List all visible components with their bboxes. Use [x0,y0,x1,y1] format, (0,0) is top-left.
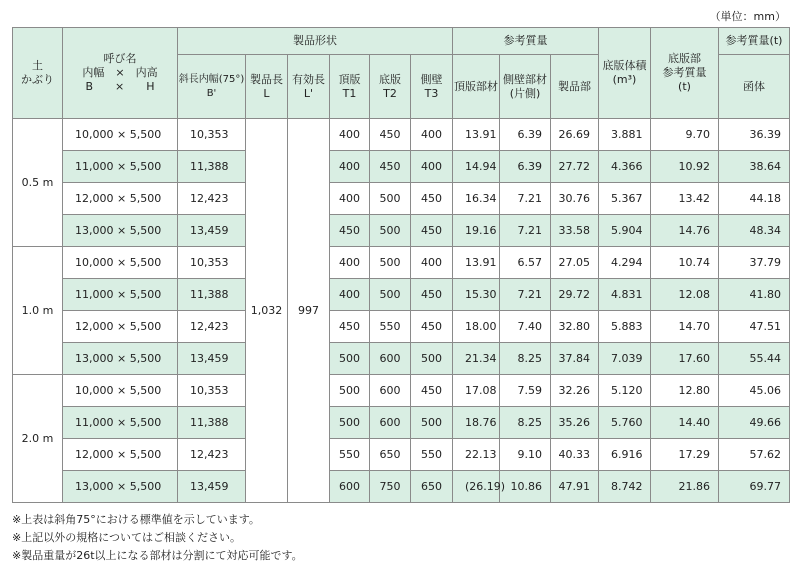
cell-top-member: 15.30 [453,279,500,311]
cell-top-member: 22.13 [453,439,500,471]
cell-bottom-ref-mass: 13.42 [651,183,719,215]
cell-bottom-slab: 600 [370,375,411,407]
cell-culvert-mass: 45.06 [719,375,790,407]
cell-bottom-slab: 500 [370,247,411,279]
table-row [13,407,790,439]
cell-bottom-volume: 5.120 [599,375,651,407]
cell-slant-width: 10,353 [178,119,246,151]
table-row [13,439,790,471]
table-row [13,151,790,183]
cell-bottom-ref-mass: 14.40 [651,407,719,439]
cell-culvert-mass: 49.66 [719,407,790,439]
cell-nominal: 10,000 × 5,500 [63,375,178,407]
cell-side-wall: 400 [411,119,453,151]
cell-bottom-volume: 5.904 [599,215,651,247]
header-effective-length: 有効長 L' [288,55,330,119]
cell-bottom-slab: 600 [370,407,411,439]
cell-top-slab: 500 [330,375,370,407]
cell-bottom-volume: 4.294 [599,247,651,279]
header-side-wall: 側壁 T3 [411,55,453,119]
cell-top-slab: 450 [330,311,370,343]
cell-culvert-mass: 55.44 [719,343,790,375]
cell-top-member: 13.91 [453,119,500,151]
cell-bottom-ref-mass: 9.70 [651,119,719,151]
cell-top-member: 21.34 [453,343,500,375]
cell-product-part: 47.91 [551,471,599,503]
note: ※上記以外の規格についてはご相談ください。 [12,531,241,544]
header-bottom-ref-mass: 底版部 参考質量 (t) [651,28,719,119]
cell-slant-width: 13,459 [178,471,246,503]
cell-product-part: 29.72 [551,279,599,311]
cell-top-member: 17.08 [453,375,500,407]
header-bottom-volume: 底版体積 (m³) [599,28,651,119]
cell-bottom-slab: 500 [370,183,411,215]
cell-culvert-mass: 69.77 [719,471,790,503]
cell-product-part: 32.80 [551,311,599,343]
cell-bottom-ref-mass: 12.08 [651,279,719,311]
cell-nominal: 11,000 × 5,500 [63,151,178,183]
cell-top-slab: 400 [330,279,370,311]
cell-bottom-slab: 500 [370,279,411,311]
cell-effective-length: 997 [288,119,330,503]
table-row [13,247,790,279]
cell-bottom-slab: 450 [370,119,411,151]
cell-wall-member: 7.21 [500,279,551,311]
cell-bottom-slab: 550 [370,311,411,343]
cell-nominal: 13,000 × 5,500 [63,215,178,247]
cell-top-slab: 600 [330,471,370,503]
cell-culvert-mass: 38.64 [719,151,790,183]
cell-slant-width: 12,423 [178,311,246,343]
cell-side-wall: 450 [411,215,453,247]
cell-wall-member: 8.25 [500,407,551,439]
cell-bottom-volume: 3.881 [599,119,651,151]
cell-culvert-mass: 47.51 [719,311,790,343]
cell-nominal: 10,000 × 5,500 [63,119,178,151]
cell-top-slab: 400 [330,119,370,151]
cell-culvert-mass: 48.34 [719,215,790,247]
cell-side-wall: 500 [411,343,453,375]
header-product-part: 製品部 [551,55,599,119]
table-row [13,183,790,215]
cell-top-member: 14.94 [453,151,500,183]
cell-culvert-mass: 37.79 [719,247,790,279]
cell-top-member: 16.34 [453,183,500,215]
note: ※上表は斜角75°における標準値を示しています。 [12,513,260,526]
table-row [13,311,790,343]
cell-top-slab: 500 [330,343,370,375]
cell-top-slab: 400 [330,183,370,215]
cell-product-part: 40.33 [551,439,599,471]
cell-wall-member: 6.39 [500,151,551,183]
cell-product-part: 27.72 [551,151,599,183]
cell-bottom-ref-mass: 14.76 [651,215,719,247]
cell-side-wall: 400 [411,247,453,279]
cell-slant-width: 13,459 [178,343,246,375]
cell-wall-member: 6.39 [500,119,551,151]
cell-slant-width: 11,388 [178,279,246,311]
cell-culvert-mass: 44.18 [719,183,790,215]
cell-bottom-ref-mass: 14.70 [651,311,719,343]
table-row [13,215,790,247]
cell-bottom-volume: 4.831 [599,279,651,311]
note: ※製品重量が26t以上になる部材は分割にて対応可能です。 [12,549,303,562]
cell-product-part: 30.76 [551,183,599,215]
cell-bottom-ref-mass: 17.29 [651,439,719,471]
header-culvert: 函体 [719,55,790,119]
cell-slant-width: 10,353 [178,247,246,279]
notes [12,511,303,565]
cell-nominal: 13,000 × 5,500 [63,343,178,375]
unit-note: （単位：mm） [709,10,786,23]
cell-slant-width: 12,423 [178,439,246,471]
header-ref-mass-t: 参考質量(t) [719,28,790,55]
cell-top-slab: 400 [330,151,370,183]
cell-product-part: 33.58 [551,215,599,247]
cell-wall-member: 8.25 [500,343,551,375]
cell-product-part: 32.26 [551,375,599,407]
table-row [13,279,790,311]
cell-bottom-volume: 7.039 [599,343,651,375]
cell-bottom-slab: 750 [370,471,411,503]
cell-side-wall: 450 [411,279,453,311]
cell-wall-member: 10.86 [500,471,551,503]
cell-top-slab: 500 [330,407,370,439]
cell-product-length: 1,032 [246,119,288,503]
cell-wall-member: 6.57 [500,247,551,279]
cell-side-wall: 450 [411,183,453,215]
cell-slant-width: 11,388 [178,151,246,183]
header-top-member: 頂版部材 [453,55,500,119]
cell-wall-member: 7.21 [500,215,551,247]
cell-soil-cover: 2.0 m [13,375,63,503]
cell-bottom-slab: 600 [370,343,411,375]
table-row [13,375,790,407]
cell-product-part: 27.05 [551,247,599,279]
cell-bottom-volume: 5.760 [599,407,651,439]
header-nominal: 呼び名 内幅 × 内高 B × H [63,28,178,119]
cell-nominal: 10,000 × 5,500 [63,247,178,279]
header-bottom-slab: 底版 T2 [370,55,411,119]
cell-bottom-slab: 500 [370,215,411,247]
cell-nominal: 11,000 × 5,500 [63,407,178,439]
cell-product-part: 26.69 [551,119,599,151]
table-body [13,119,790,503]
cell-top-member: 18.76 [453,407,500,439]
cell-bottom-volume: 8.742 [599,471,651,503]
header-product-length: 製品長 L [246,55,288,119]
table-header [13,28,790,119]
cell-bottom-volume: 5.367 [599,183,651,215]
cell-slant-width: 12,423 [178,183,246,215]
cell-wall-member: 7.40 [500,311,551,343]
cell-nominal: 11,000 × 5,500 [63,279,178,311]
cell-culvert-mass: 36.39 [719,119,790,151]
table-row [13,471,790,503]
cell-bottom-slab: 650 [370,439,411,471]
cell-top-member: 19.16 [453,215,500,247]
header-slant-width: 斜長内幅(75°) B' [178,55,246,119]
cell-wall-member: 7.21 [500,183,551,215]
cell-side-wall: 550 [411,439,453,471]
cell-side-wall: 650 [411,471,453,503]
header-soil-cover: 土 かぶり [13,28,63,119]
cell-top-member: 18.00 [453,311,500,343]
cell-bottom-slab: 450 [370,151,411,183]
cell-soil-cover: 1.0 m [13,247,63,375]
spec-table [12,27,790,503]
cell-top-slab: 400 [330,247,370,279]
table-row [13,119,790,151]
cell-slant-width: 13,459 [178,215,246,247]
cell-top-member: (26.19) [453,471,500,503]
cell-bottom-volume: 6.916 [599,439,651,471]
cell-nominal: 12,000 × 5,500 [63,439,178,471]
header-top-slab: 頂版 T1 [330,55,370,119]
header-product-shape: 製品形状 [178,28,453,55]
cell-product-part: 35.26 [551,407,599,439]
cell-nominal: 13,000 × 5,500 [63,471,178,503]
cell-soil-cover: 0.5 m [13,119,63,247]
cell-top-slab: 450 [330,215,370,247]
header-ref-mass: 参考質量 [453,28,599,55]
cell-side-wall: 400 [411,151,453,183]
cell-wall-member: 9.10 [500,439,551,471]
cell-bottom-ref-mass: 10.92 [651,151,719,183]
header-wall-member: 側壁部材 (片側) [500,55,551,119]
cell-bottom-ref-mass: 10.74 [651,247,719,279]
cell-side-wall: 500 [411,407,453,439]
cell-side-wall: 450 [411,375,453,407]
cell-bottom-ref-mass: 17.60 [651,343,719,375]
cell-bottom-volume: 5.883 [599,311,651,343]
cell-nominal: 12,000 × 5,500 [63,183,178,215]
cell-slant-width: 11,388 [178,407,246,439]
table-row [13,343,790,375]
cell-bottom-volume: 4.366 [599,151,651,183]
cell-wall-member: 7.59 [500,375,551,407]
cell-bottom-ref-mass: 12.80 [651,375,719,407]
cell-culvert-mass: 57.62 [719,439,790,471]
cell-top-member: 13.91 [453,247,500,279]
cell-product-part: 37.84 [551,343,599,375]
cell-top-slab: 550 [330,439,370,471]
cell-bottom-ref-mass: 21.86 [651,471,719,503]
cell-slant-width: 10,353 [178,375,246,407]
cell-culvert-mass: 41.80 [719,279,790,311]
cell-nominal: 12,000 × 5,500 [63,311,178,343]
cell-side-wall: 450 [411,311,453,343]
